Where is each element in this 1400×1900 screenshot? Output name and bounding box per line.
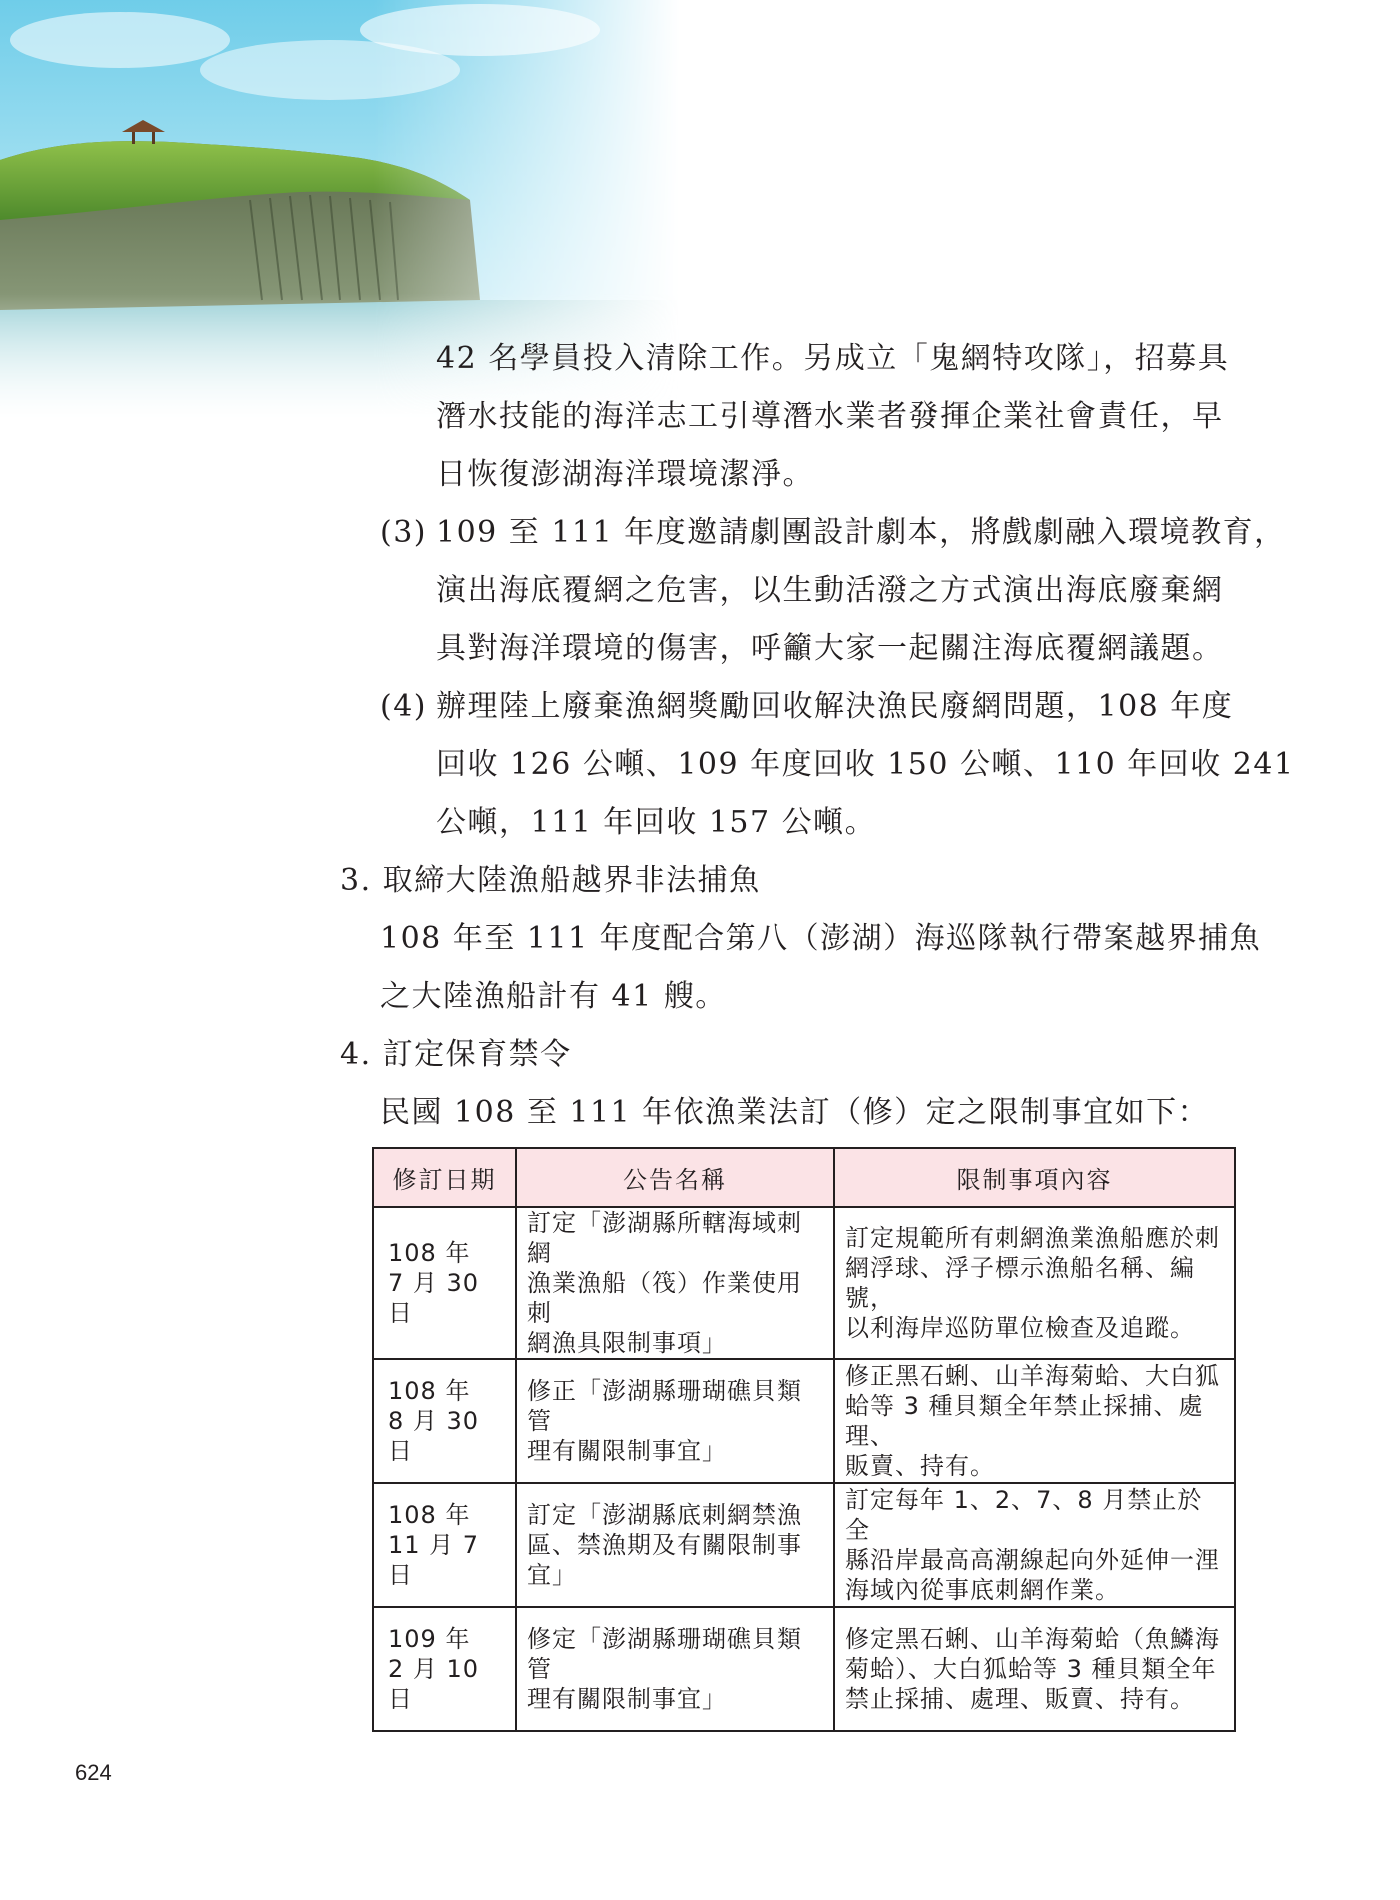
content-line: 菊蛤）、大白狐蛤等 3 種貝類全年 [845,1655,1217,1683]
date-day: 11 月 7 日 [388,1531,480,1589]
item-3-line-2: 演出海底覆網之危害，以生動活潑之方式演出海底廢棄網 [436,573,1224,608]
row-name-cell [516,1483,834,1607]
content-line: 訂定規範所有刺網漁業漁船應於刺 [845,1224,1220,1252]
table-row [373,1483,1235,1607]
item-3-marker: (3) [380,515,427,550]
content-line: 蛤等 3 種貝類全年禁止採捕、處理、 [845,1392,1204,1450]
item-4-line-2: 回收 126 公噸、109 年度回收 150 公噸、110 年回收 241 [436,747,1295,782]
header-notice-name: 公告名稱 [516,1148,834,1207]
name-line: 修定「澎湖縣珊瑚礁貝類管 [527,1625,802,1683]
date-day: 7 月 30 日 [388,1269,480,1327]
row-date-cell [373,1359,516,1483]
name-line: 理有關限制事宜」 [527,1685,727,1713]
content-line: 縣沿岸最高高潮線起向外延伸一浬 [845,1546,1220,1574]
name-line: 訂定「澎湖縣所轄海域刺網 [527,1209,802,1267]
content-line: 修定黑石蜊、山羊海菊蛤（魚鱗海 [845,1625,1220,1653]
date-day: 2 月 10 日 [388,1655,480,1713]
content-line: 訂定每年 1、2、7、8 月禁止於全 [845,1486,1203,1544]
section-4-heading: 4. 訂定保育禁令 [340,1037,572,1072]
date-year: 108 年 [388,1239,471,1267]
table-row [373,1607,1235,1731]
page-number: 624 [75,1760,112,1785]
name-line: 理有關限制事宜」 [527,1437,727,1465]
paragraph-2-line-2: 潛水技能的海洋志工引導潛水業者發揮企業社會責任，早 [436,399,1224,434]
name-line: 宜」 [527,1561,577,1589]
section-4-intro: 民國 108 至 111 年依漁業法訂（修）定之限制事宜如下： [380,1095,1210,1130]
section-3-line-1: 108 年至 111 年度配合第八（澎湖）海巡隊執行帶案越界捕魚 [380,921,1262,956]
row-date-cell [373,1607,516,1731]
restrictions-table [372,1147,1236,1732]
name-line: 訂定「澎湖縣底刺網禁漁 [527,1501,802,1529]
row-date-cell [373,1483,516,1607]
table-row [373,1359,1235,1483]
name-line: 修正「澎湖縣珊瑚礁貝類管 [527,1377,802,1435]
item-3-line-1: 109 至 111 年度邀請劇團設計劇本，將戲劇融入環境教育， [436,515,1286,550]
date-year: 109 年 [388,1625,471,1653]
paragraph-2-line-1: 42 名學員投入清除工作。另成立「鬼網特攻隊」，招募具 [436,341,1230,376]
row-content-cell [834,1359,1235,1483]
item-3-line-3: 具對海洋環境的傷害，呼籲大家一起關注海底覆網議題。 [436,631,1224,666]
date-year: 108 年 [388,1501,471,1529]
content-line: 以利海岸巡防單位檢查及追蹤。 [845,1314,1195,1342]
section-3-heading: 3. 取締大陸漁船越界非法捕魚 [340,863,761,898]
row-name-cell [516,1359,834,1483]
date-day: 8 月 30 日 [388,1407,480,1465]
name-line: 網漁具限制事項」 [527,1329,727,1357]
section-3-line-2: 之大陸漁船計有 41 艘。 [380,979,727,1014]
row-name-cell [516,1607,834,1731]
content-line: 販賣、持有。 [845,1452,995,1480]
content-line: 禁止採捕、處理、販賣、持有。 [845,1685,1195,1713]
row-name-cell [516,1207,834,1359]
header-revision-date: 修訂日期 [373,1148,516,1207]
header-restriction-content: 限制事項內容 [834,1148,1235,1207]
table-header-row [373,1148,1235,1207]
row-content-cell [834,1607,1235,1731]
row-content-cell [834,1483,1235,1607]
table-row [373,1207,1235,1359]
content-line: 網浮球、浮子標示漁船名稱、編號， [845,1254,1195,1312]
row-content-cell [834,1207,1235,1359]
name-line: 漁業漁船（筏）作業使用刺 [527,1269,802,1327]
paragraph-2-line-3: 日恢復澎湖海洋環境潔淨。 [436,457,814,492]
item-4-marker: (4) [380,689,427,724]
item-4-line-3: 公噸，111 年回收 157 公噸。 [436,805,877,840]
row-date-cell [373,1207,516,1359]
item-4-line-1: 辦理陸上廢棄漁網獎勵回收解決漁民廢網問題，108 年度 [436,689,1234,724]
content-line: 海域內從事底刺網作業。 [845,1576,1120,1604]
name-line: 區、禁漁期及有關限制事 [527,1531,802,1559]
content-line: 修正黑石蜊、山羊海菊蛤、大白狐 [845,1362,1220,1390]
date-year: 108 年 [388,1377,471,1405]
